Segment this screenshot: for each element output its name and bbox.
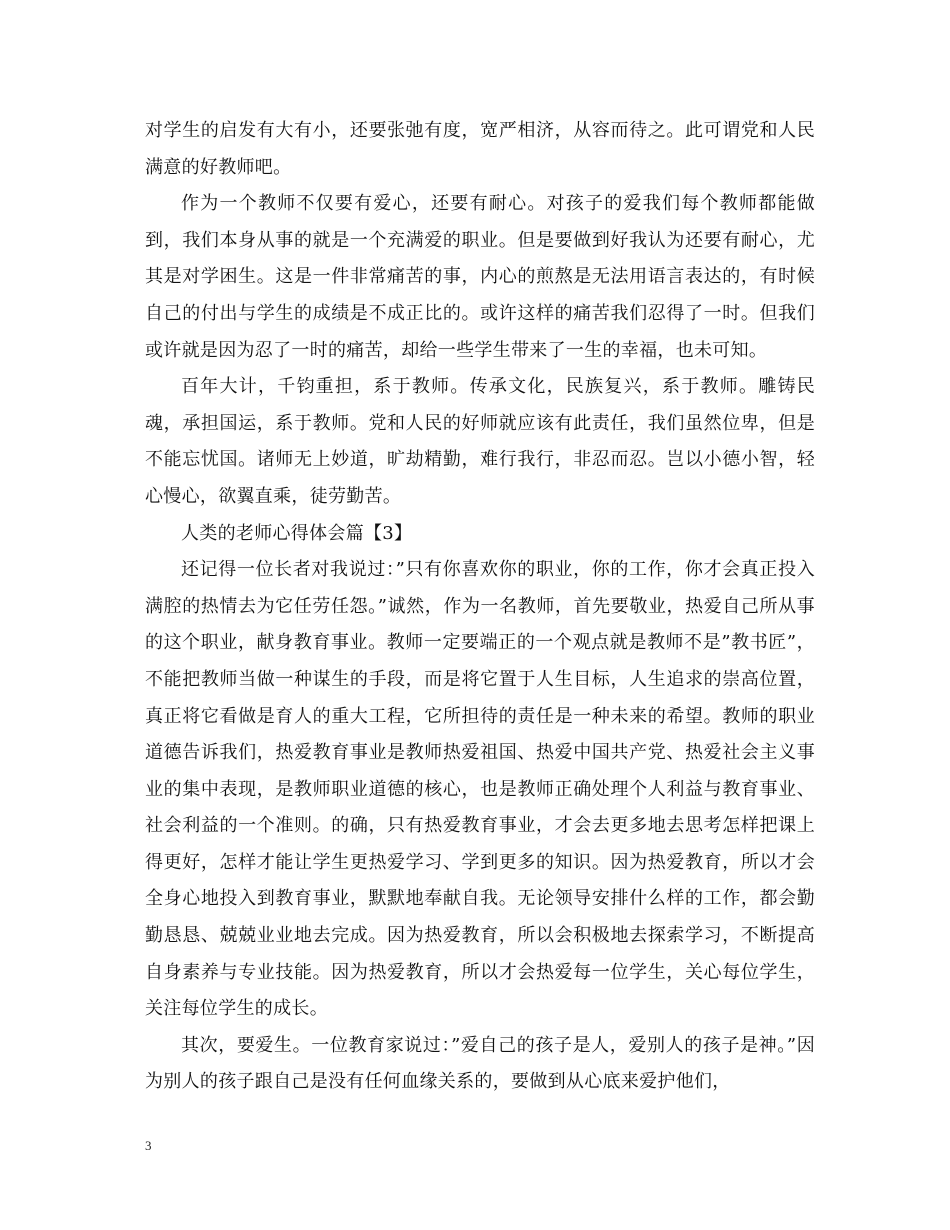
paragraph-love-students: 其次，要爱生。一位教育家说过：”爱自己的孩子是人，爱别人的孩子是神。”因为别人的孩子跟自己是没有任何血缘关系的，要做到从心底来爱护他们， [145, 1034, 815, 1093]
document-body [145, 113, 815, 1101]
paragraph-continuation: 对学生的启发有大有小，还要张弛有度，宽严相济，从容而待之。此可谓党和人民满意的好教师吧。 [145, 120, 815, 178]
paragraph-responsibility: 百年大计，千钧重担，系于教师。传承文化，民族复兴，系于教师。雕铸民魂，承担国运，系于教师。党和人民的好师就应该有此责任，我们虽然位卑，但是不能忘忧国。诸师无上妙道，旷劫精勤，难行我行，非忍而忍。岂以小德小智，轻心慢心，欲翼直乘，徒劳勤苦。 [145, 376, 815, 507]
page-number: 3 [145, 1138, 152, 1153]
section-heading: 人类的老师心得体会篇【3】 [181, 522, 413, 544]
paragraph-patience: 作为一个教师不仅要有爱心，还要有耐心。对孩子的爱我们每个教师都能做到，我们本身从事的就是一个充满爱的职业。但是要做到好我认为还要有耐心，尤其是对学困生。这是一件非常痛苦的事，内心的煎熬是无法用语言表达的，有时候自己的付出与学生的成绩是不成正比的。或许这样的痛苦我们忍得了一时。但我们或许就是因为忍了一时的痛苦，却给一些学生带来了一生的幸福，也未可知。 [145, 193, 815, 361]
paragraph-dedication: 还记得一位长者对我说过：”只有你喜欢你的职业，你的工作，你才会真正投入满腔的热情去为它任劳任怨。”诚然，作为一名教师，首先要敬业，热爱自己所从事的这个职业，献身教育事业。教师一定要端正的一个观点就是教师不是”教书匠”，不能把教师当做一种谋生的手段，而是将它置于人生目标，人生追求的崇高位置，真正将它看做是育人的重大工程，它所担待的责任是一种未来的希望。教师的职业道德告诉我们，热爱教育事业是教师热爱祖国、热爱中国共产党、热爱社会主义事业的集中表现，是教师职业道德的核心，也是教师正确处理个人利益与教育事业、社会利益的一个准则。的确，只有热爱教育事业，才会去更多地去思考怎样把课上得更好，怎样才能让学生更热爱学习、学到更多的知识。因为热爱教育，所以才会全身心地投入到教育事业，默默地奉献自我。无论领导安排什么样的工作，都会勤勤恳恳、兢兢业业地去完成。因为热爱教育，所以会积极地去探索学习，不断提高自身素养与专业技能。因为热爱教育，所以才会热爱每一位学生，关心每位学生，关注每位学生的成长。 [145, 559, 815, 1020]
